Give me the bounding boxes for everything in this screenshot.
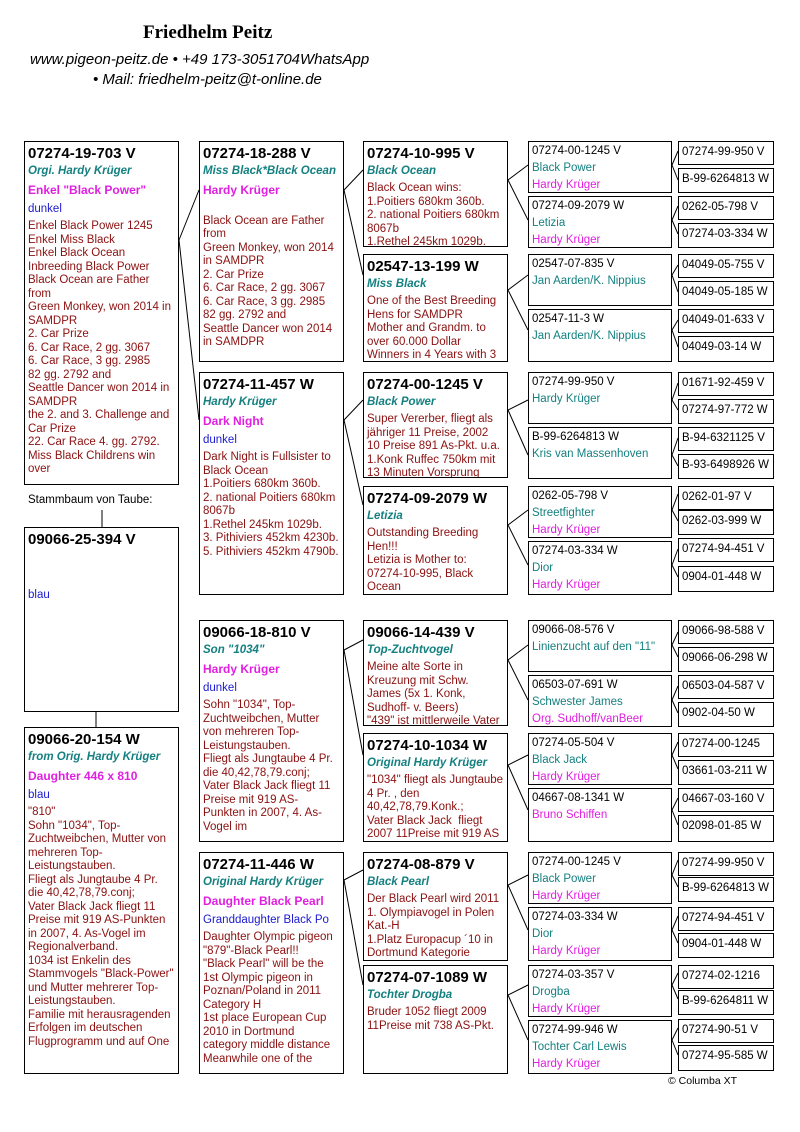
ring-number: 06503-07-691 W xyxy=(532,679,618,691)
breeder-label: Hardy Krüger xyxy=(532,1058,601,1070)
ancestor-ring-number[interactable]: 03661-03-211 W xyxy=(678,760,774,785)
great-grandparent-card[interactable] xyxy=(528,788,672,842)
ancestor-ring-number[interactable]: 0262-05-798 V xyxy=(678,196,774,220)
great-grandparent-card[interactable] xyxy=(528,620,672,672)
pigeon-color: dunkel xyxy=(28,203,62,215)
ancestor-ring-number[interactable]: B-99-6264813 W xyxy=(678,877,774,902)
breeder-label: Bruno Schiffen xyxy=(532,809,608,821)
pigeon-description: Bruder 1052 fliegt 2009 11Preise mit 738 AS-Pkt. xyxy=(367,1006,494,1032)
ring-number: 02547-07-835 V xyxy=(532,258,615,270)
breeder-label: Miss Black*Black Ocean xyxy=(203,165,336,177)
breeder-label-2 xyxy=(529,406,671,410)
breeder-label: Hardy Krüger xyxy=(532,890,601,902)
ring-number: 07274-00-1245 V xyxy=(532,145,621,157)
breeder-label: Hardy Krüger xyxy=(532,524,601,536)
ring-number: 09066-08-576 V xyxy=(532,624,615,636)
ring-number: 07274-09-2079 W xyxy=(532,200,625,212)
breeder-label-2 xyxy=(529,461,671,465)
breeder-label: Hardy Krüger xyxy=(203,396,277,408)
breeder-label: Hardy Krüger xyxy=(532,771,601,783)
pigeon-description: Der Black Pearl wird 2011 1. Olympiavogel in Polen Kat.-H 1.Platz Europacup ´10 in Dortmund Kategorie xyxy=(367,893,500,959)
stammbaum-label: Stammbaum von Taube: xyxy=(28,494,153,506)
pigeon-description: Super Vererber, fliegt als jähriger 11 Preise, 2002 10 Preise 891 As-Pkt. u.a. 1.Konk Ruffec 750km mit 13 Minuten Vorsprung xyxy=(367,413,500,478)
ancestor-ring-number[interactable]: 0902-04-50 W xyxy=(678,702,774,727)
ring-number: 09066-14-439 V xyxy=(367,624,475,641)
pigeon-name: Dior xyxy=(532,928,554,940)
parent-card-sire[interactable] xyxy=(199,141,344,362)
grandparent-card[interactable] xyxy=(363,254,508,362)
great-grandparent-card[interactable] xyxy=(528,372,672,424)
pigeon-name: Tochter Carl Lewis xyxy=(532,1041,627,1053)
ring-number: 07274-10-1034 W xyxy=(367,737,488,754)
pigeon-color: dunkel xyxy=(203,682,237,694)
great-grandparent-card[interactable] xyxy=(528,907,672,961)
pigeon-description: Black Ocean wins: 1.Poitiers 680km 360b. 2. national Poitiers 680km 8067b 1.Rethel 245km 1029b. xyxy=(367,182,500,247)
ancestor-ring-number[interactable]: 04667-03-160 V xyxy=(678,788,774,812)
breeder-contact: www.pigeon-peitz.de • +49 173-3051704WhatsApp xyxy=(30,51,370,68)
ancestor-ring-number[interactable]: 07274-90-51 V xyxy=(678,1019,774,1043)
ancestor-ring-number[interactable]: 07274-99-950 V xyxy=(678,852,774,876)
pigeon-name: Black Power xyxy=(367,396,436,408)
ancestor-ring-number[interactable]: 04049-03-14 W xyxy=(678,336,774,362)
pigeon-name: Daughter 446 x 810 xyxy=(28,769,138,783)
breeder-label: from Orig. Hardy Krüger xyxy=(28,751,161,763)
pigeon-name: Miss Black xyxy=(367,278,427,290)
pigeon-name: Black Power xyxy=(532,873,596,885)
ancestor-ring-number[interactable]: 07274-94-451 V xyxy=(678,907,774,931)
grandparent-card[interactable] xyxy=(363,852,508,961)
parent-card-dam[interactable] xyxy=(199,372,344,595)
ring-number: 07274-19-703 V xyxy=(28,145,136,162)
ring-number: 07274-18-288 V xyxy=(203,145,311,162)
ancestor-ring-number[interactable]: 06503-04-587 V xyxy=(678,675,774,699)
grandparent-card[interactable] xyxy=(363,965,508,1074)
breeder-name: Friedhelm Peitz xyxy=(143,22,273,43)
ancestor-ring-number[interactable]: 07274-03-334 W xyxy=(678,223,774,248)
pigeon-name: Letizia xyxy=(532,217,566,229)
ring-number: 07274-08-879 V xyxy=(367,856,475,873)
breeder-label: Org. Sudhoff/vanBeer xyxy=(532,713,644,725)
parent-card-dam[interactable] xyxy=(199,852,344,1074)
pigeon-description: Enkel Black Power 1245 Enkel Miss Black Enkel Black Ocean Inbreeding Black Power Black Ocean are Father from Green Monkey, won 2014 in SAMDPR 2. Car Prize 6. Car Race, 2 gg. 3067 6. Car Race, 3 gg. 2985 82 gg. 2792 and Seattle Dancer won 2014 in SAMDPR the 2. and 3. Challenge and Car Prize 22. Car Race 4. gg. 2792. Miss Black Childrens win over xyxy=(28,220,171,475)
pigeon-name: Original Hardy Krüger xyxy=(367,757,488,769)
breeder-label: Hardy Krüger xyxy=(532,579,601,591)
pigeon-name: Daughter Black Pearl xyxy=(203,894,324,908)
ring-number: 02547-11-3 W xyxy=(532,313,605,325)
ring-number: 07274-11-446 W xyxy=(203,856,314,873)
breeder-label: Original Hardy Krüger xyxy=(203,876,324,888)
pigeon-color: blau xyxy=(28,589,50,601)
ancestor-ring-number[interactable]: 07274-97-772 W xyxy=(678,399,774,424)
ancestor-ring-number[interactable]: B-94-6321125 V xyxy=(678,427,774,451)
great-grandparent-card[interactable] xyxy=(528,196,672,248)
ring-number: 09066-20-154 W xyxy=(28,731,140,748)
ring-number: 09066-18-810 V xyxy=(203,624,311,641)
sibling-dam-card[interactable] xyxy=(24,727,179,1074)
ancestor-ring-number[interactable]: 09066-98-588 V xyxy=(678,620,774,644)
pigeon-name: Hardy Krüger xyxy=(203,662,280,676)
pigeon-color: dunkel xyxy=(203,434,237,446)
pigeon-description: Black Ocean are Father from Green Monkey, won 2014 in SAMDPR 2. Car Prize 6. Car Race, 2 gg. 3067 6. Car Race, 3 gg. 2985 82 gg. 2792 and Seattle Dancer won 2014 in SAMDPR xyxy=(203,214,334,348)
great-grandparent-card[interactable] xyxy=(528,1020,672,1074)
pigeon-description: Meine alte Sorte in Kreuzung mit Schw. James (5x 1. Konk, Sudhoff- v. Beers) "439" ist mittlerweile Vater xyxy=(367,661,500,726)
pigeon-color: Granddaughter Black Po xyxy=(203,914,329,926)
great-grandparent-card[interactable] xyxy=(528,541,672,595)
breeder-label: Orgi. Hardy Krüger xyxy=(28,165,132,177)
pigeon-name: Letizia xyxy=(367,510,403,522)
breeder-label: Hardy Krüger xyxy=(532,393,601,405)
breeder-label: Jan Aarden/K. Nippius xyxy=(532,275,646,287)
ring-number: 07274-03-334 W xyxy=(532,545,618,557)
breeder-label-2 xyxy=(529,288,671,292)
grandparent-card[interactable] xyxy=(363,141,508,247)
ancestor-ring-number[interactable]: 07274-95-585 W xyxy=(678,1045,774,1071)
ring-number: 07274-03-334 W xyxy=(532,911,618,923)
ring-number: 0262-05-798 V xyxy=(532,490,609,502)
ancestor-ring-number[interactable]: 02098-01-85 W xyxy=(678,815,774,842)
pigeon-description: One of the Best Breeding Hens for SAMDPR Mother and Grandm. to over 60.000 Dollar Winners in 4 Years with 3 xyxy=(367,295,497,361)
grandparent-card[interactable] xyxy=(363,620,508,726)
great-grandparent-card[interactable] xyxy=(528,852,672,904)
grandparent-card[interactable] xyxy=(363,486,508,595)
breeder-label xyxy=(529,654,671,658)
ancestor-ring-number[interactable]: B-99-6264811 W xyxy=(678,990,774,1015)
sibling-pigeon-card[interactable] xyxy=(24,527,179,712)
ring-number: 07274-10-995 V xyxy=(367,145,475,162)
pigeon-description: Sohn "1034", Top-Zuchtweibchen, Mutter von mehreren Top-Leistungstauben. Fliegt als Jungtaube 4 Pr. die 40,42,78,79.conj; Vater Black Jack fliegt 11 Preise mit 919 AS-Punkten in 2007, 4. As-Vogel im xyxy=(203,699,333,833)
ring-number: 04667-08-1341 W xyxy=(532,792,625,804)
pigeon-name: Black Ocean xyxy=(367,165,437,177)
pigeon-name: Tochter Drogba xyxy=(367,989,453,1001)
pigeon-name: Enkel "Black Power" xyxy=(28,183,147,197)
ring-number: 07274-99-946 W xyxy=(532,1024,618,1036)
subject-pigeon-card[interactable] xyxy=(24,141,179,485)
ring-number: 07274-05-504 V xyxy=(532,737,615,749)
ancestor-ring-number[interactable]: 07274-02-1216 xyxy=(678,965,774,989)
ring-number: B-99-6264813 W xyxy=(532,431,619,443)
pigeon-color: blau xyxy=(28,789,50,801)
breeder-label: Jan Aarden/K. Nippius xyxy=(532,330,646,342)
great-grandparent-card[interactable] xyxy=(528,141,672,193)
ancestor-ring-number[interactable]: B-93-6498926 W xyxy=(678,454,774,479)
breeder-label: Hardy Krüger xyxy=(532,179,601,191)
great-grandparent-card[interactable] xyxy=(528,965,672,1017)
breeder-label: Kris van Massenhoven xyxy=(532,448,649,460)
copyright: © Columba XT xyxy=(668,1075,738,1087)
ancestor-ring-number[interactable]: 0904-01-448 W xyxy=(678,566,774,592)
ancestor-ring-number[interactable]: 09066-06-298 W xyxy=(678,647,774,672)
pigeon-name: Black Jack xyxy=(532,754,587,766)
ring-number: 07274-99-950 V xyxy=(532,376,615,388)
pigeon-description: Outstanding Breeding Hen!!! Letizia is Mother to: 07274-10-995, Black Ocean xyxy=(367,527,479,593)
great-grandparent-card[interactable] xyxy=(528,427,672,479)
parent-card-sire[interactable] xyxy=(199,620,344,842)
pigeon-name: Drogba xyxy=(532,986,570,998)
ancestor-ring-number[interactable]: 0904-01-448 W xyxy=(678,933,774,958)
great-grandparent-card[interactable] xyxy=(528,675,672,727)
ancestor-ring-number[interactable]: B-99-6264813 W xyxy=(678,168,774,193)
ring-number: 09066-25-394 V xyxy=(28,531,136,548)
breeder-label: Hardy Krüger xyxy=(532,234,601,246)
great-grandparent-card[interactable] xyxy=(528,486,672,538)
pigeon-name: Hardy Krüger xyxy=(203,183,280,197)
great-grandparent-card[interactable] xyxy=(528,309,672,362)
grandparent-card[interactable] xyxy=(363,372,508,478)
ring-number: 07274-03-357 V xyxy=(532,969,615,981)
ring-number: 07274-09-2079 W xyxy=(367,490,488,507)
ring-number: 02547-13-199 W xyxy=(367,258,479,275)
great-grandparent-card[interactable] xyxy=(528,733,672,785)
breeder-mail: • Mail: friedhelm-peitz@t-online.de xyxy=(93,71,322,88)
ancestor-ring-number[interactable]: 0262-01-97 V xyxy=(678,486,774,510)
breeder-label-2 xyxy=(529,822,671,826)
breeder-label-2 xyxy=(529,343,671,347)
pigeon-description: Dark Night is Fullsister to Black Ocean 1.Poitiers 680km 360b. 2. national Poitiers 680km 8067b 1.Rethel 245km 1029b. 3. Pithiviers 452km 4230b. 5. Pithiviers 452km 4790b. xyxy=(203,451,339,558)
pigeon-name: Dior xyxy=(532,562,554,574)
breeder-label: Hardy Krüger xyxy=(532,1003,601,1015)
ring-number: 07274-07-1089 W xyxy=(367,969,488,986)
ancestor-ring-number[interactable]: 04049-01-633 V xyxy=(678,309,774,333)
ancestor-ring-number[interactable]: 07274-94-451 V xyxy=(678,538,774,562)
ancestor-ring-number[interactable]: 07274-00-1245 xyxy=(678,733,774,757)
ring-number: 07274-11-457 W xyxy=(203,376,314,393)
pigeon-description: "1034" fliegt als Jungtaube 4 Pr. , den 40,42,78,79.Konk.; Vater Black Jack fliegt 2007 11Preise mit 919 AS xyxy=(367,774,504,840)
ancestor-ring-number[interactable]: 07274-99-950 V xyxy=(678,141,774,165)
ancestor-ring-number[interactable]: 0262-03-999 W xyxy=(678,510,774,535)
ring-number: 07274-00-1245 V xyxy=(367,376,483,393)
pigeon-name: Top-Zuchtvogel xyxy=(367,644,453,656)
pigeon-description: Daughter Olympic pigeon "879"-Black Pearl!! "Black Pearl" will be the 1st Olympic pigeon in Poznan/Poland in 2011 Category H 1st place European Cup 2010 in Dortmund category middle distance Meanwhile one of the xyxy=(203,931,333,1065)
ancestor-ring-number[interactable]: 01671-92-459 V xyxy=(678,372,774,396)
ancestor-ring-number[interactable]: 04049-05-185 W xyxy=(678,281,774,306)
ring-number: 07274-00-1245 V xyxy=(532,856,621,868)
ancestor-ring-number[interactable]: 04049-05-755 V xyxy=(678,254,774,278)
pigeon-name: Black Power xyxy=(532,162,596,174)
great-grandparent-card[interactable] xyxy=(528,254,672,306)
pigeon-description: "810" Sohn "1034", Top-Zuchtweibchen, Mutter von mehreren Top-Leistungstauben. Fliegt als Jungtaube 4 Pr. die 40,42,78,79.conj; Vater Black Jack fliegt 11 Preise mit 919 AS-Punkten in 2007, 4. As-Vogel im Regionalverband. 1034 ist Enkelin des Stammvogels "Black-Power" und Mutter mehrerer Top-Leistungstauben. Familie mit herausragenden Erfolgen im deutschen Flugprogramm und auf One xyxy=(28,806,174,1048)
pigeon-name: Schwester James xyxy=(532,696,623,708)
breeder-label: Son "1034" xyxy=(203,644,265,656)
breeder-label: Hardy Krüger xyxy=(532,945,601,957)
grandparent-card[interactable] xyxy=(363,733,508,842)
pigeon-name: Streetfighter xyxy=(532,507,595,519)
pigeon-name: Linienzucht auf den "11" xyxy=(532,641,656,653)
pigeon-name: Black Pearl xyxy=(367,876,430,888)
pigeon-name: Dark Night xyxy=(203,414,264,428)
